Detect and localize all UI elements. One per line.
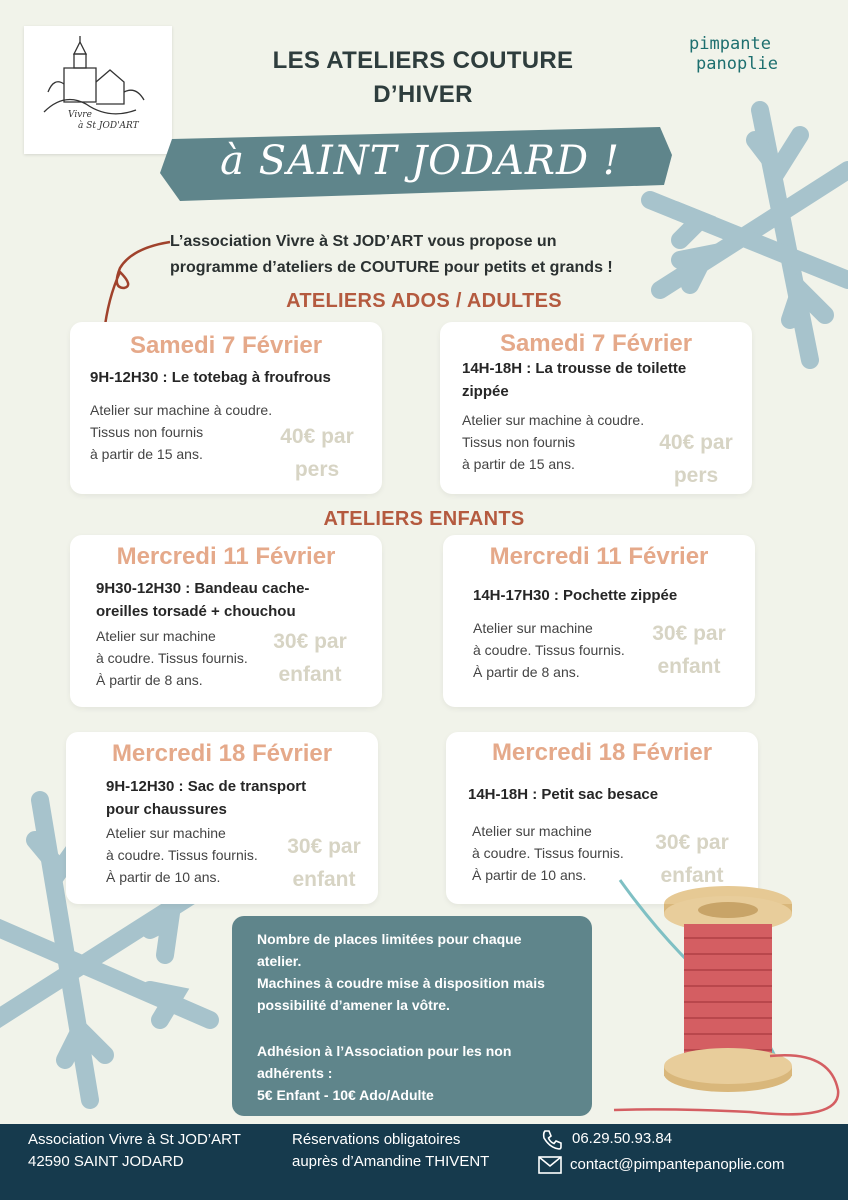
- mail-icon: [538, 1156, 562, 1174]
- workshop-price: [268, 420, 366, 486]
- workshop-time-line-1: 9H-12H30 : Sac de transport: [106, 778, 307, 795]
- price-line-1: 30€ par: [287, 835, 361, 858]
- workshop-description: [90, 399, 272, 465]
- banner-title: à SAINT JODARD !: [220, 138, 620, 184]
- info-line-3: Machines à coudre mise à disposition mais: [257, 975, 545, 991]
- description-line-1: Atelier sur machine: [473, 620, 593, 636]
- price-line-2: pers: [673, 464, 719, 487]
- price-line-1: 30€ par: [273, 630, 347, 653]
- workshop-date: Mercredi 18 Février: [491, 739, 713, 766]
- footer-reservation-line-2: auprès d’Amandine THIVENT: [292, 1153, 490, 1170]
- workshop-description: [462, 409, 644, 475]
- price-line-1: 30€ par: [655, 831, 729, 854]
- info-box: [232, 916, 592, 1116]
- footer-email[interactable]: contact@pimpantepanoplie.com: [570, 1156, 785, 1173]
- workshop-time-line-1: 9H-12H30 : Le totebag à froufrous: [90, 369, 331, 386]
- workshop-time: [106, 775, 306, 821]
- workshop-description: [96, 625, 248, 691]
- description-line-2: à coudre. Tissus fournis.: [473, 642, 625, 658]
- workshop-time: [468, 783, 658, 806]
- brand-line-2: panoplie: [696, 54, 778, 74]
- price-line-2: enfant: [660, 864, 724, 887]
- footer: [0, 1124, 848, 1200]
- price-line-2: enfant: [292, 868, 356, 891]
- workshop-price: [260, 625, 360, 691]
- price-line-1: 40€ par: [659, 431, 733, 454]
- description-line-1: Atelier sur machine: [96, 628, 216, 644]
- info-text-block-1: [257, 928, 545, 1016]
- footer-association-name: Association Vivre à St JOD’ART: [28, 1131, 241, 1148]
- description-line-2: à coudre. Tissus fournis.: [106, 847, 258, 863]
- workshop-card: [70, 535, 382, 707]
- workshop-card: [70, 322, 382, 494]
- description-line-3: À partir de 10 ans.: [106, 869, 221, 885]
- price-line-2: pers: [294, 458, 340, 481]
- workshop-time-line-1: 14H-18H : Petit sac besace: [468, 786, 659, 803]
- page-title: [220, 44, 626, 112]
- footer-reservation-line-1: Réservations obligatoires: [292, 1131, 461, 1148]
- workshop-time-line-1: 14H-18H : La trousse de toilette: [462, 360, 687, 377]
- price-line-1: 40€ par: [280, 425, 354, 448]
- intro-text: [170, 229, 710, 281]
- footer-association: [28, 1129, 241, 1173]
- description-line-2: à coudre. Tissus fournis.: [96, 650, 248, 666]
- workshop-card: [66, 732, 378, 904]
- title-line-1: LES ATELIERS COUTURE: [272, 47, 574, 74]
- intro-line-2: programme d’ateliers de COUTURE pour petits et grands !: [170, 259, 613, 276]
- workshop-time: [462, 357, 686, 403]
- workshop-date: Mercredi 18 Février: [111, 740, 333, 767]
- description-line-3: à partir de 15 ans.: [90, 446, 203, 462]
- workshop-description: [472, 820, 624, 886]
- price-line-1: 30€ par: [652, 622, 726, 645]
- title-line-2: D’HIVER: [373, 81, 473, 108]
- footer-association-address: 42590 SAINT JODARD: [28, 1153, 184, 1170]
- workshop-date: Samedi 7 Février: [129, 332, 323, 359]
- intro-line-1: L’association Vivre à St JOD’ART vous propose un: [170, 233, 557, 250]
- workshop-description: [106, 822, 258, 888]
- section-title-enfants: ATELIERS ENFANTS: [323, 508, 525, 530]
- info-line-4: possibilité d’amener la vôtre.: [257, 997, 450, 1013]
- workshop-time-line-2: pour chaussures: [106, 801, 227, 818]
- description-line-1: Atelier sur machine: [106, 825, 226, 841]
- workshop-price: [646, 426, 746, 492]
- footer-reservation: [292, 1129, 489, 1173]
- workshop-time: [90, 366, 331, 389]
- description-line-3: À partir de 8 ans.: [96, 672, 203, 688]
- description-line-2: Tissus non fournis: [462, 434, 576, 450]
- workshop-price: [639, 617, 739, 683]
- description-line-3: à partir de 15 ans.: [462, 456, 575, 472]
- logo-line-1: Vivre: [68, 110, 92, 120]
- brand-line-1: pimpante: [689, 34, 771, 54]
- info-line-6: adhérents :: [257, 1065, 333, 1081]
- info-line-7: 5€ Enfant - 10€ Ado/Adulte: [257, 1087, 434, 1103]
- workshop-time-line-1: 14H-17H30 : Pochette zippée: [473, 587, 678, 604]
- association-logo: [24, 26, 172, 154]
- description-line-2: à coudre. Tissus fournis.: [472, 845, 624, 861]
- info-line-2: atelier.: [257, 953, 302, 969]
- workshop-date: Samedi 7 Février: [499, 330, 693, 357]
- price-line-2: enfant: [278, 663, 342, 686]
- price-line-2: enfant: [657, 655, 721, 678]
- description-line-3: À partir de 8 ans.: [473, 664, 580, 680]
- workshop-price: [274, 830, 374, 896]
- brand-logo: [640, 34, 820, 74]
- workshop-description: [473, 617, 625, 683]
- section-title-ados: ATELIERS ADOS / ADULTES: [286, 290, 562, 312]
- description-line-1: Atelier sur machine à coudre.: [462, 412, 645, 428]
- info-line-1: Nombre de places limitées pour chaque: [257, 931, 522, 947]
- workshop-time: [96, 577, 309, 623]
- info-line-5: Adhésion à l’Association pour les non: [257, 1043, 512, 1059]
- church-drawing-icon: [24, 32, 172, 122]
- workshop-date: Mercredi 11 Février: [489, 543, 709, 570]
- description-line-3: À partir de 10 ans.: [472, 867, 587, 883]
- workshop-time-line-2: oreilles torsadé + chouchou: [96, 603, 296, 620]
- workshop-card: [443, 535, 755, 707]
- thread-spool-icon: [610, 860, 848, 1124]
- info-text-block-2: [257, 1040, 511, 1106]
- description-line-1: Atelier sur machine: [472, 823, 592, 839]
- workshop-card: [440, 322, 752, 494]
- description-line-2: Tissus non fournis: [90, 424, 204, 440]
- workshop-time: [473, 584, 677, 607]
- workshop-time-line-1: 9H30-12H30 : Bandeau cache-: [96, 580, 310, 597]
- phone-icon: [540, 1128, 564, 1152]
- logo-line-2: à St JOD'ART: [78, 121, 139, 131]
- workshop-time-line-2: zippée: [462, 383, 509, 400]
- workshop-date: Mercredi 11 Février: [116, 543, 336, 570]
- description-line-1: Atelier sur machine à coudre.: [90, 402, 273, 418]
- footer-phone[interactable]: 06.29.50.93.84: [572, 1130, 673, 1147]
